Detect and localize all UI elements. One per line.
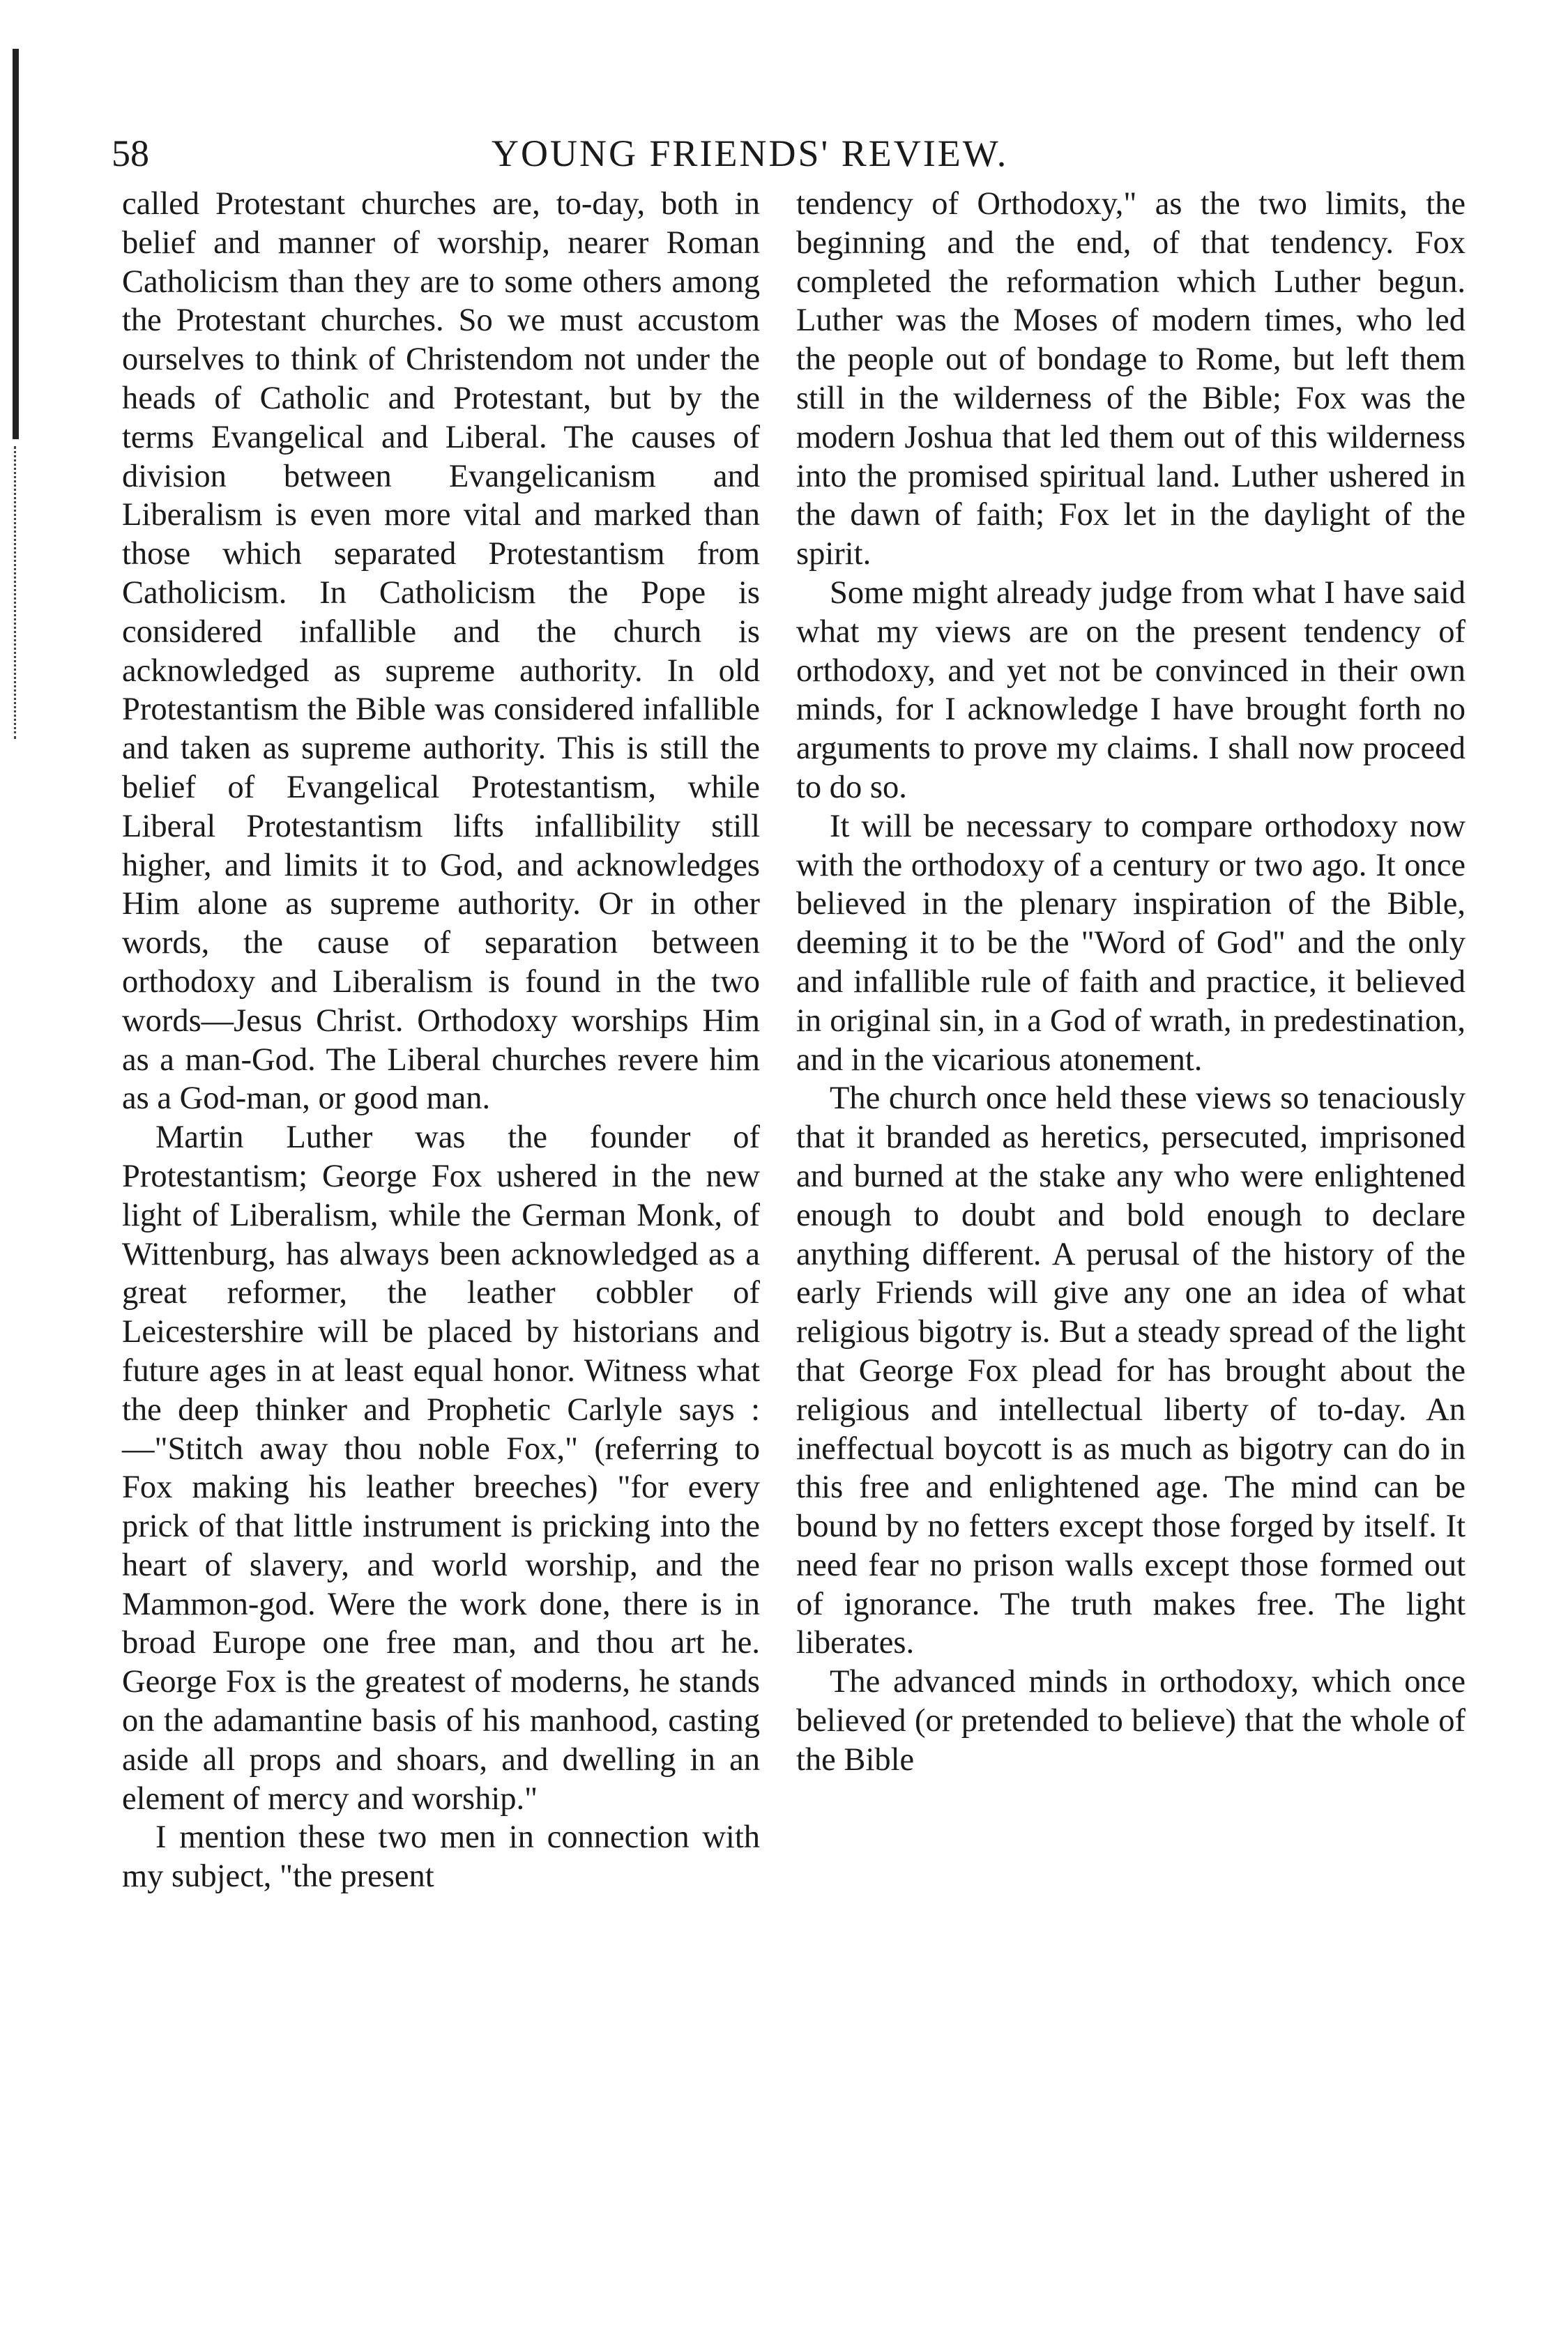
right-paragraph-2: Some might already judge from what I have said what my views are on the present tendency of orthodoxy, and yet not be convinced in their own minds, for I acknowledge I have brought forth no arguments to prove my claims. I shall now proceed to do so. [796,574,1466,805]
left-paragraph-1: called Protestant churches are, to-day, both in belief and manner of worship, nearer Roman Catholicism than they are to some others among the Protestant churches. So we must accustom ourselves to think of Christendom not under the heads of Catholic and Protestant, but by the terms Evangelical and Liberal. The causes of division between Evangelicanism and Liberalism is even more vital and marked than those which separated Protestantism from Catholicism. In Catholicism the Pope is considered infallible and the church is acknowledged as supreme authority. In old Protestantism the Bible was considered infallible and taken as supreme authority. This is still the belief of Evangelical Protestantism, while Liberal Protestantism lifts infallibility still higher, and limits it to God, and acknowledges Him alone as supreme authority. Or in other words, the cause of separation between orthodoxy and Liberalism is found in the two words—Jesus Christ. Orthodoxy worships Him as a man-God. The Liberal churches revere him as a God-man, or good man. [122,186,760,1117]
left-paragraph-3: I mention these two men in connection with my subject, "the present [122,1819,760,1895]
running-title: YOUNG FRIENDS' REVIEW. [492,132,1009,174]
right-paragraph-5: The advanced minds in orthodoxy, which once believed (or pretended to believe) that the whole of the Bible [796,1664,1466,1778]
right-column [796,185,1466,1780]
page-header [112,129,1478,185]
binding-edge-dots [14,446,18,739]
right-paragraph-3: It will be necessary to compare orthodoxy now with the orthodoxy of a century or two ago. It once believed in the plenary inspiration of the Bible, deeming it to be the "Word of God" and the only and infallible rule of faith and practice, it believed in original sin, in a God of wrath, in predestination, and in the vicarious atonement. [796,808,1466,1078]
binding-edge-mark [13,49,19,439]
left-paragraph-2: Martin Luther was the founder of Protestantism; George Fox ushered in the new light of Liberalism, while the German Monk, of Wittenburg, has always been acknowledged as a great reformer, the leather cobbler of Leicestershire will be placed by historians and future ages in at least equal honor. Witness what the deep thinker and Prophetic Carlyle says :—"Stitch away thou noble Fox," (referring to Fox making his leather breeches) "for every prick of that little instrument is pricking into the heart of slavery, and world worship, and the Mammon-god. Were the work done, there is in broad Europe one free man, and thou art he. George Fox is the greatest of moderns, he stands on the adamantine basis of his manhood, casting aside all props and shoars, and dwelling in an element of mercy and worship." [122,1120,760,1817]
page-number: 58 [112,132,149,174]
right-paragraph-1: tendency of Orthodoxy," as the two limits, the beginning and the end, of that tendency. Fox completed the reformation which Luther begun. Luther was the Moses of modern times, who led the people out of bondage to Rome, but left them still in the wilderness of the Bible; Fox was the modern Joshua that led them out of this wilderness into the promised spiritual land. Luther ushered in the dawn of faith; Fox let in the daylight of the spirit. [796,186,1466,572]
left-column [122,185,760,1896]
right-paragraph-4: The church once held these views so tenaciously that it branded as heretics, persecuted, imprisoned and burned at the stake any who were enlightened enough to doubt and bold enough to declare anything different. A perusal of the history of the early Friends will give any one an idea of what religious bigotry is. But a steady spread of the light that George Fox plead for has brought about the religious and intellectual liberty of to-day. An ineffectual boycott is as much as bigotry can do in this free and enlightened age. The mind can be bound by no fetters except those forged by itself. It need fear no prison walls except those formed out of ignorance. The truth makes free. The light liberates. [796,1081,1466,1661]
